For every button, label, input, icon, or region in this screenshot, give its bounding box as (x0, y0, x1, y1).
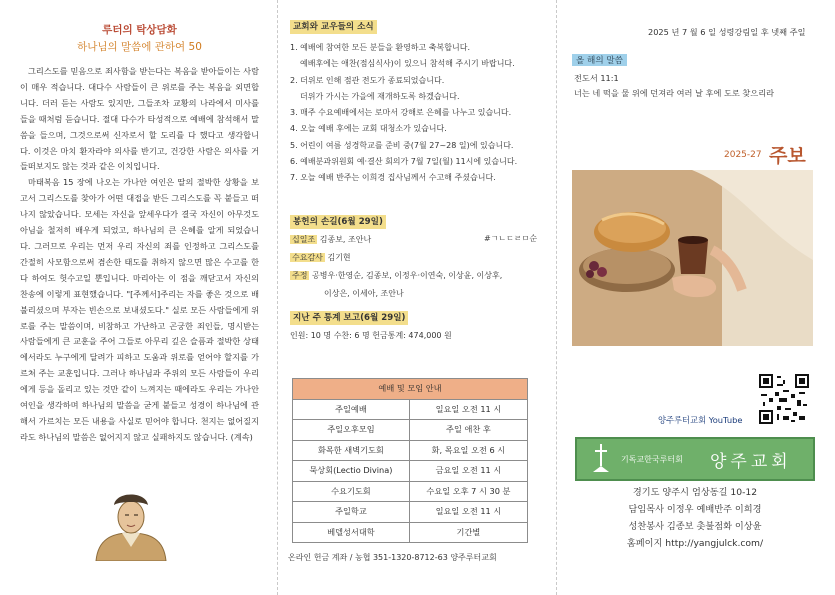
online-offering-account: 온라인 헌금 계좌 / 농협 351-1320-8712-63 양주루터교회 (288, 553, 497, 562)
church-info (575, 484, 815, 552)
bulletin-volume: 2025-27 (724, 150, 762, 160)
news-item (290, 170, 546, 186)
youtube-qr-code[interactable] (759, 374, 809, 424)
schedule-event: 베델성서대학 (293, 522, 410, 543)
schedule-event: 묵상회(Lectio Divina) (293, 461, 410, 482)
worship-schedule-table (292, 378, 528, 543)
offering-row (290, 267, 546, 285)
stats-line: 인원: 10 명 수찬: 6 명 헌금통계: 474,000 원 (290, 330, 452, 340)
church-info-line: 담임목사 이정우 예배반주 이희경 (628, 504, 762, 515)
bulletin-title: 주보 (769, 145, 806, 167)
schedule-time: 수요일 오후 7 시 30 분 (409, 481, 527, 502)
alphabetical-order-note: #ㄱㄴㄷㄹㅁ순 (484, 234, 538, 243)
church-name: 양주교회 (710, 452, 792, 472)
schedule-row (293, 420, 528, 441)
news-item-text: 2. 더위로 인해 점관 전도가 종료되었습니다. (290, 75, 445, 85)
schedule-time: 주일 애찬 후 (409, 420, 527, 441)
news-list (290, 40, 546, 187)
schedule-row (293, 461, 528, 482)
news-item (290, 154, 546, 170)
schedule-event: 주일오후모임 (293, 420, 410, 441)
table-talk-paragraph-1: 그리스도를 믿음으로 죄사함을 받는다는 복음을 받아들이는 사람이 매우 적습니다. 대다수 사람들이 큰 위로를 주는 복음을 외면합니다. 더러 듣는 사람도 있지만, 그들조차 교황의 나라에서 미사를 들을 때처럼 듣습니다. 절대 다수가 타성적으로 예배에 참석해서 말씀을 들으며, 그것으로써 신자로서 할 도리를 다 했다고 생각합니다. 이것은 마치 환자라야 의사를 반기고, 건강한 사람은 의사를 거들떠보지도 않는 것과 같은 이치입니다. (20, 66, 259, 172)
offering-label: 십일조 (292, 234, 316, 244)
offering-names: 공병우·한영순, 김종보, 이정우·이연숙, 이상윤, 이상후, (312, 270, 503, 280)
schedule-event: 주일학교 (293, 502, 410, 523)
news-item-text: 4. 오늘 예배 후에는 교회 대청소가 있습니다. (290, 124, 447, 134)
verse-of-year-heading: 올 해의 말씀 (572, 54, 627, 66)
church-info-line: 성찬봉사 김종보 촛불점화 이상윤 (628, 521, 762, 532)
offering-heading: 봉헌의 손길(6월 29일) (290, 215, 386, 229)
news-item (290, 121, 546, 137)
schedule-time: 일요일 오전 11 시 (409, 502, 527, 523)
church-name-banner (575, 437, 815, 481)
schedule-row (293, 522, 528, 543)
schedule-time: 화, 목요일 오전 6 시 (409, 440, 527, 461)
news-item-detail: 예배후에는 애찬(점심식사)이 있으니 참석해 주시기 바랍니다. (300, 59, 515, 69)
schedule-row (293, 502, 528, 523)
schedule-row (293, 440, 528, 461)
news-item (290, 105, 546, 121)
schedule-row (293, 399, 528, 420)
offering-label: 수요감사 (292, 252, 323, 262)
offering-names: 김기현 (327, 252, 351, 262)
news-item-text: 3. 매주 수요예배에서는 로마서 강해로 은혜를 나누고 있습니다. (290, 108, 512, 118)
news-item-detail: 더위가 가시는 가을에 재개하도록 하겠습니다. (300, 91, 460, 101)
verse-text: 너는 네 떡을 물 위에 던져라 여러 날 후에 도로 찾으리라 (574, 88, 775, 98)
news-item-text: 5. 어린이 여름 성경학교를 준비 중(7월 27~28 일)에 있습니다. (290, 140, 514, 150)
schedule-time: 금요일 오전 11 시 (409, 461, 527, 482)
schedule-event: 수요기도회 (293, 481, 410, 502)
verse-reference: 전도서 11:1 (574, 73, 619, 83)
offering-row (290, 249, 546, 267)
church-info-line: 경기도 양주시 엄상동길 10-12 (632, 487, 758, 498)
denomination-label: 기독교한국루터회 (621, 455, 683, 464)
news-item-text: 1. 예배에 참여한 모든 분들을 환영하고 축복합니다. (290, 43, 470, 52)
luther-portrait-illustration (92, 487, 170, 561)
cross-icon (593, 444, 609, 474)
schedule-event: 화목한 새벽기도회 (293, 440, 410, 461)
table-talk-title: 루터의 탁상담화 (102, 24, 177, 36)
news-item (290, 73, 546, 106)
news-item-text: 6. 예배분과위원회 예·결산 회의가 7월 7일(월) 11시에 있습니다. (290, 157, 518, 167)
table-talk-paragraph-2: 마태복음 15 장에 나오는 가나안 여인은 딸의 절박한 상황을 보고서 그리스도를 찾아가 어떤 대접을 받든 그리스도를 꼭 붙들고 떠나지 않았습니다. 모세는 자신을 앞세우다가 결국 자신이 아무것도 아님을 철저히 배우게 되었고, 하나님의 큰 은혜를 알게 되었습니다. 그러므로 우리는 먼저 우리 자신의 죄를 인정하고 그리스도를 간절히 사모함으로써 겸손한 태도를 취하지 않으면 많은 수고를 한다 하여도 헛수고일 뿐입니다. 마리아는 이 점을 깨닫고서 자신의 찬송에 이렇게 표현했습니다. "[주께서]주리는 자를 좋은 것으로 배불리셨으며 부자는 빈손으로 보내셨도다." 실로 모든 사람들에게 위로를 주는 말씀이며, 비참하고 가난하고 곤궁한 죄인들, 명시받는 사람들에게 큰 교훈을 주어 그들로 아무리 깊은 슬픔과 절박한 상태에서라도 누구에게 달려가 피하고 도움과 위로를 얻어야 할지를 가르쳐 주는 교훈입니다. 그러나 하나님과 주위의 모든 사람들이 우리에게 등을 돌리고 있는 것만 같이 느껴지는 때에라도 우리는 가나안 여인을 생각하며 하나님의 말씀을 굳게 붙들고 성경이 하나님에 관해서 가르치는 모든 내용을 사실로 믿어야 합니다. 천지는 없어질지라도 하나님의 말씀은 없어지지 않고 실패하지도 않습니다. (계속) (20, 177, 259, 442)
schedule-time: 기간별 (409, 522, 527, 543)
offering-label: 주정 (292, 270, 308, 280)
homepage-link[interactable]: 홈페이지 http://yangjulck.com/ (626, 538, 764, 549)
stats-heading: 지난 주 통계 보고(6월 29일) (290, 311, 408, 325)
fold-line-right (556, 0, 557, 595)
offering-row (290, 285, 546, 303)
news-item (290, 40, 546, 73)
news-heading: 교회와 교우들의 소식 (290, 20, 377, 34)
youtube-channel-label[interactable]: 양주루터교회 YouTube (658, 415, 743, 425)
news-item (290, 138, 546, 154)
offering-names: 김종보, 조안나 (319, 234, 372, 244)
schedule-table-header: 예배 및 모임 안내 (293, 379, 528, 400)
news-item-text: 7. 오늘 예배 반주는 이희경 집사님께서 수고해 주셨습니다. (290, 173, 496, 183)
table-talk-subtitle: 하나님의 말씀에 관하여 50 (77, 41, 202, 53)
bulletin-date: 2025 년 7 월 6 일 성령강림일 후 넷째 주일 (648, 27, 806, 37)
offering-names: 이상은, 이세아, 조안나 (324, 288, 404, 298)
schedule-row (293, 481, 528, 502)
schedule-time: 일요일 오전 11 시 (409, 399, 527, 420)
communion-bread-cup-photo (572, 170, 813, 346)
schedule-event: 주일예배 (293, 399, 410, 420)
